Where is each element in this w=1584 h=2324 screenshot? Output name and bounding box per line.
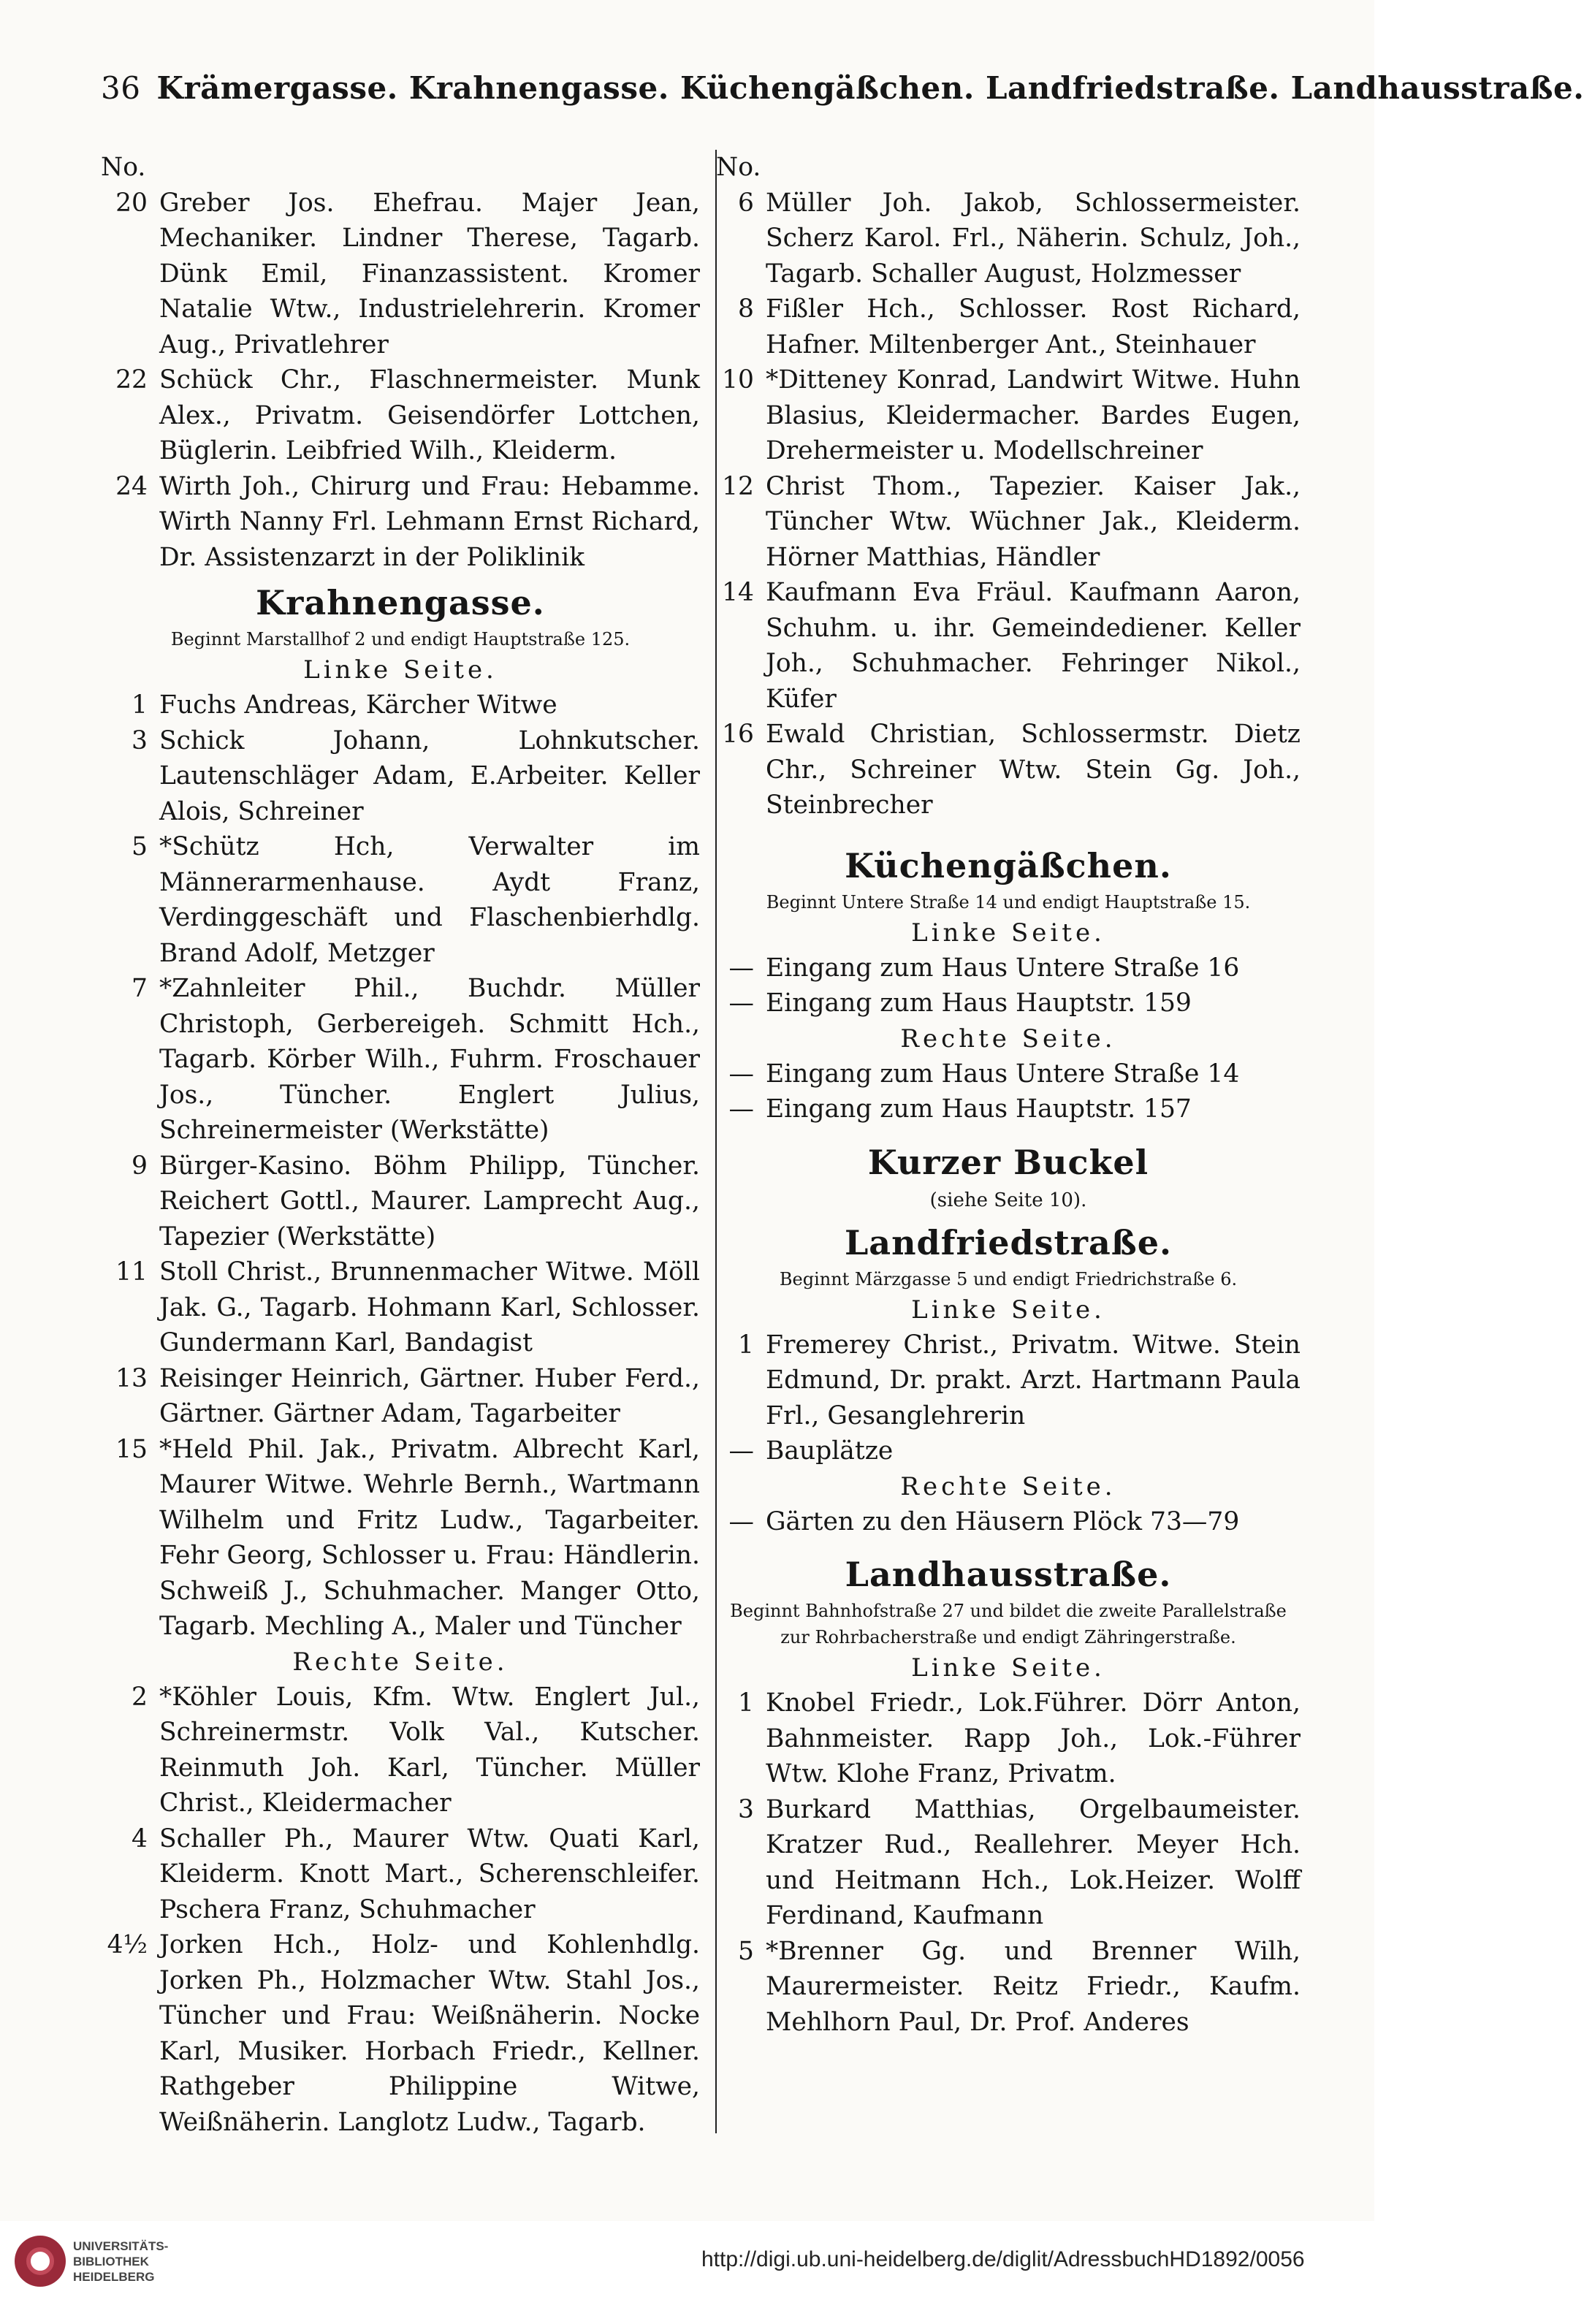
house-number: 6: [738, 188, 754, 218]
right-entries: [716, 186, 1301, 823]
library-logo-icon: [15, 2236, 66, 2287]
house-number: —: [728, 953, 754, 983]
source-url-link[interactable]: http://digi.ub.uni-heidelberg.de/diglit/AdressbuchHD1892/0056: [701, 2247, 1305, 2271]
section-title-krahnengasse: Krahnengasse.: [256, 583, 545, 622]
house-number: 13: [115, 1363, 148, 1393]
resident-list: Fuchs Andreas, Kärcher Witwe: [159, 690, 557, 720]
resident-list: Burkard Matthias, Orgelbaumeister. Kratzer Rud., Reallehrer. Meyer Hch. und Heitmann Hch., Lok.Heizer. Wolff Ferdinand, Kaufmann: [766, 1794, 1301, 1930]
address-entry: [716, 292, 1301, 362]
house-number: 22: [115, 365, 148, 395]
resident-list: Reisinger Heinrich, Gärtner. Huber Ferd., Gärtner. Gärtner Adam, Tagarbeiter: [159, 1363, 700, 1428]
resident-list: Bauplätze: [766, 1436, 894, 1466]
footer-bar: [0, 2221, 1374, 2324]
resident-list: *Köhler Louis, Kfm. Wtw. Englert Jul., Schreinermstr. Volk Val., Kutscher. Reinmuth Joh. Karl, Tüncher. Müller Christ., Kleidermacher: [159, 1682, 700, 1818]
address-entry: [716, 1504, 1301, 1540]
address-entry: [101, 971, 700, 1148]
house-number: —: [728, 1059, 754, 1089]
address-entry: [101, 687, 700, 723]
resident-list: Bürger-Kasino. Böhm Philipp, Tüncher. Reichert Gottl., Maurer. Lamprecht Aug., Tapezier (Werkstätte): [159, 1151, 700, 1251]
krahnengasse-right-entries: [101, 1680, 700, 2141]
house-number: 3: [132, 725, 148, 755]
address-entry: [716, 986, 1301, 1021]
resident-list: Eingang zum Haus Untere Straße 16: [766, 953, 1240, 983]
resident-list: *Ditteney Konrad, Landwirt Witwe. Huhn Blasius, Kleidermacher. Bardes Eugen, Drehermeister u. Modellschreiner: [766, 365, 1301, 465]
library-name: [73, 2239, 168, 2285]
side-label-right: Rechte Seite.: [292, 1647, 509, 1677]
number-column-label: No.: [716, 153, 761, 182]
resident-list: Fißler Hch., Schlosser. Rost Richard, Hafner. Miltenberger Ant., Steinhauer: [766, 294, 1301, 359]
resident-list: Schaller Ph., Maurer Wtw. Quati Karl, Kleiderm. Knott Mart., Scherenschleifer. Pschera Franz, Schuhmacher: [159, 1824, 700, 1924]
house-number: 24: [115, 471, 148, 501]
side-label-left: Linke Seite.: [911, 918, 1105, 948]
address-entry: [716, 186, 1301, 292]
address-entry: [716, 1792, 1301, 1934]
left-entries: [101, 186, 700, 576]
address-entry: [716, 717, 1301, 823]
library-name-line: HEIDELBERG: [73, 2270, 155, 2284]
resident-list: Stoll Christ., Brunnenmacher Witwe. Möll Jak. G., Tagarb. Hohmann Karl, Schlosser. Gundermann Karl, Bandagist: [159, 1257, 700, 1357]
address-entry: [716, 362, 1301, 469]
address-entry: [101, 186, 700, 363]
address-entry: [101, 469, 700, 576]
house-number: 4: [132, 1824, 148, 1854]
house-number: —: [728, 1506, 754, 1536]
krahnengasse-left-entries: [101, 687, 700, 1645]
address-entry: [101, 1254, 700, 1361]
section-title-kuechengaesschen: Küchengäßchen.: [845, 845, 1172, 885]
address-entry: [716, 1056, 1301, 1092]
resident-list: *Brenner Gg. und Brenner Wilh, Maurermeister. Reitz Friedr., Kaufm. Mehlhorn Paul, Dr. Prof. Anderes: [766, 1936, 1301, 2037]
house-number: 3: [738, 1794, 754, 1824]
resident-list: Müller Joh. Jakob, Schlossermeister. Scherz Karol. Frl., Näherin. Schulz, Joh., Tagarb. Schaller August, Holzmesser: [766, 188, 1301, 289]
section-begins-landhausstrasse: Beginnt Bahnhofstraße 27 und bildet die zweite Parallelstraße zur Rohrbacherstraße und endigt Zähringerstraße.: [730, 1601, 1287, 1647]
address-entry: [101, 1680, 700, 1821]
house-number: 12: [722, 471, 754, 501]
house-number: —: [728, 1436, 754, 1466]
section-begins-kuechengaesschen: Beginnt Untere Straße 14 und endigt Hauptstraße 15.: [766, 891, 1251, 913]
library-name-line: UNIVERSITÄTS-: [73, 2239, 169, 2253]
house-number: 5: [738, 1936, 754, 1966]
kuechengaesschen-right-entries: [716, 1056, 1301, 1127]
address-entry: [101, 1361, 700, 1432]
address-entry: [716, 1091, 1301, 1127]
house-number: 1: [738, 1688, 754, 1718]
library-name-line: BIBLIOTHEK: [73, 2255, 149, 2268]
kuechengaesschen-left-entries: [716, 950, 1301, 1021]
page-header: [101, 70, 1584, 106]
resident-list: *Zahnleiter Phil., Buchdr. Müller Christoph, Gerbereigeh. Schmitt Hch., Tagarb. Körber Wilh., Fuhrm. Froschauer Jos., Tüncher. Englert Julius, Schreinermeister (Werkstätte): [159, 974, 700, 1145]
address-entry: [716, 1327, 1301, 1434]
section-begins-landfriedstrasse: Beginnt Märzgasse 5 und endigt Friedrichstraße 6.: [779, 1268, 1238, 1289]
address-entry: [716, 575, 1301, 717]
resident-list: Kaufmann Eva Fräul. Kaufmann Aaron, Schuhm. u. ihr. Gemeindediener. Keller Joh., Schuhmacher. Fehringer Nikol., Küfer: [766, 578, 1301, 714]
section-begins-krahnengasse: Beginnt Marstallhof 2 und endigt Hauptstraße 125.: [170, 629, 631, 649]
house-number: 15: [115, 1434, 148, 1464]
house-number: —: [728, 988, 754, 1018]
left-column: [101, 150, 700, 2140]
house-number: 1: [738, 1330, 754, 1360]
house-number: 16: [722, 720, 754, 749]
address-entry: [716, 950, 1301, 986]
number-column-label: No.: [101, 153, 146, 182]
resident-list: Schick Johann, Lohnkutscher. Lautenschläger Adam, E.Arbeiter. Keller Alois, Schreiner: [159, 725, 700, 826]
resident-list: Wirth Joh., Chirurg und Frau: Hebamme. Wirth Nanny Frl. Lehmann Ernst Richard, Dr. Assistenzarzt in der Poliklinik: [159, 471, 700, 572]
section-note-kurzer-buckel: (siehe Seite 10).: [929, 1189, 1087, 1211]
house-number: 2: [132, 1682, 148, 1712]
address-entry: [101, 1927, 700, 2140]
landhausstrasse-left-entries: [716, 1685, 1301, 2040]
house-number: 1: [132, 690, 148, 720]
address-entry: [101, 1432, 700, 1645]
resident-list: Schück Chr., Flaschnermeister. Munk Alex., Privatm. Geisendörfer Lottchen, Büglerin. Leibfried Wilh., Kleiderm.: [159, 365, 700, 465]
house-number: 8: [738, 294, 754, 324]
house-number: 10: [722, 365, 754, 395]
resident-list: Ewald Christian, Schlossermstr. Dietz Chr., Schreiner Wtw. Stein Gg. Joh., Steinbrecher: [766, 720, 1301, 820]
house-number: 9: [132, 1151, 148, 1181]
address-entry: [716, 1934, 1301, 2041]
address-entry: [716, 1433, 1301, 1469]
resident-list: Eingang zum Haus Hauptstr. 159: [766, 988, 1192, 1018]
resident-list: Greber Jos. Ehefrau. Majer Jean, Mechaniker. Lindner Therese, Tagarb. Dünk Emil, Finanzassistent. Kromer Natalie Wtw., Industrielehrerin. Kromer Aug., Privatlehrer: [159, 188, 700, 359]
resident-list: Gärten zu den Häusern Plöck 73—79: [766, 1506, 1240, 1536]
address-entry: [101, 829, 700, 971]
side-label-right: Rechte Seite.: [900, 1024, 1116, 1054]
address-entry: [101, 723, 700, 830]
house-number: 14: [722, 578, 754, 607]
resident-list: Jorken Hch., Holz- und Kohlenhdlg. Jorken Ph., Holzmacher Wtw. Stahl Jos., Tüncher und Frau: Weißnäherin. Nocke Karl, Musiker. Horbach Friedr., Kellner. Rathgeber Philippine Witwe, Weißnäherin. Langlotz Ludw., Tagarb.: [159, 1930, 700, 2137]
section-title-kurzer-buckel: Kurzer Buckel: [867, 1142, 1149, 1182]
side-label-left: Linke Seite.: [911, 1653, 1105, 1683]
resident-list: Eingang zum Haus Untere Straße 14: [766, 1059, 1240, 1089]
landfriedstrasse-right-entries: [716, 1504, 1301, 1540]
address-entry: [101, 362, 700, 469]
address-entry: [101, 1821, 700, 1928]
resident-list: Eingang zum Haus Hauptstr. 157: [766, 1094, 1192, 1124]
resident-list: Christ Thom., Tapezier. Kaiser Jak., Tüncher Wtw. Wüchner Jak., Kleiderm. Hörner Matthias, Händler: [766, 471, 1301, 572]
page-title: Krämergasse. Krahnengasse. Küchengäßchen. Landfriedstraße. Landhausstraße.: [156, 70, 1584, 106]
address-entry: [716, 1685, 1301, 1792]
section-title-landhausstrasse: Landhausstraße.: [845, 1555, 1172, 1594]
house-number: 20: [115, 188, 148, 218]
side-label-right: Rechte Seite.: [900, 1471, 1116, 1501]
house-number: —: [728, 1094, 754, 1124]
house-number: 11: [115, 1257, 148, 1287]
resident-list: *Held Phil. Jak., Privatm. Albrecht Karl, Maurer Witwe. Wehrle Bernh., Wartmann Wilhelm und Fritz Ludw., Tagarbeiter. Fehr Georg, Schlosser u. Frau: Händlerin. Schweiß J., Schuhmacher. Manger Otto, Tagarb. Mechling A., Maler und Tüncher: [159, 1434, 700, 1641]
side-label-left: Linke Seite.: [303, 655, 498, 685]
side-label-left: Linke Seite.: [911, 1295, 1105, 1325]
house-number: 7: [132, 974, 148, 1003]
house-number: 5: [132, 832, 148, 861]
page-number: 36: [101, 70, 141, 106]
address-entry: [101, 1148, 700, 1255]
house-number: 4½: [107, 1930, 148, 1959]
resident-list: Fremerey Christ., Privatm. Witwe. Stein Edmund, Dr. prakt. Arzt. Hartmann Paula Frl., Gesanglehrerin: [766, 1330, 1301, 1430]
right-column: [716, 150, 1301, 2040]
resident-list: Knobel Friedr., Lok.Führer. Dörr Anton, Bahnmeister. Rapp Joh., Lok.-Führer Wtw. Klohe Franz, Privatm.: [766, 1688, 1301, 1788]
resident-list: *Schütz Hch, Verwalter im Männerarmenhause. Aydt Franz, Verdinggeschäft und Flaschenbierhdlg. Brand Adolf, Metzger: [159, 832, 700, 968]
landfriedstrasse-left-entries: [716, 1327, 1301, 1469]
section-title-landfriedstrasse: Landfriedstraße.: [844, 1222, 1173, 1262]
address-entry: [716, 469, 1301, 576]
